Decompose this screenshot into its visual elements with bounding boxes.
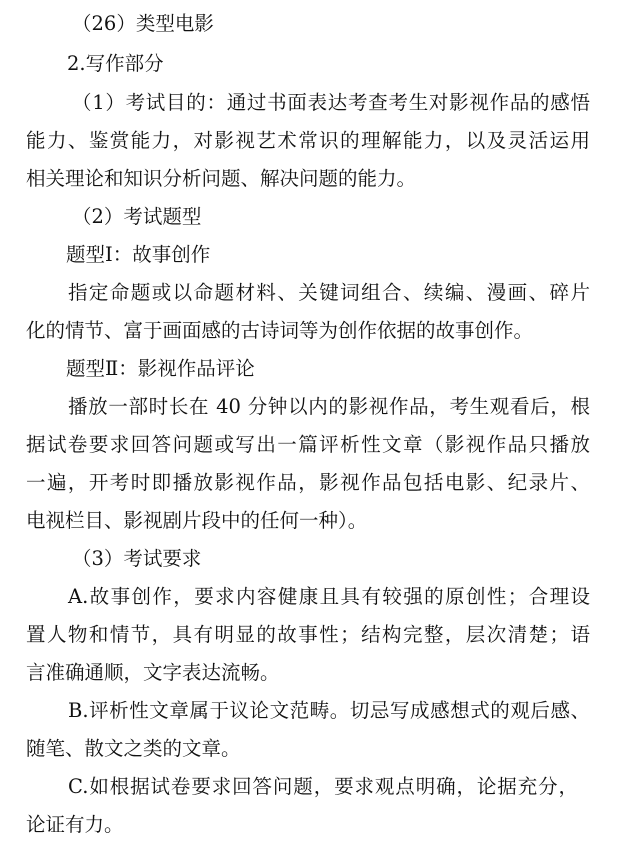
subheading-film-review: 题型Ⅱ：影视作品评论 [66,357,255,380]
section-heading-writing: 2.写作部分 [67,52,164,75]
paragraph-line: 指定命题或以命题材料、关键词组合、续编、漫画、碎片 [68,281,590,304]
paragraph-line: （1）考试目的：通过书面表达考查考生对影视作品的感悟 [72,91,590,114]
subheading-exam-types: （2）考试题型 [72,205,202,228]
subheading-exam-requirements: （3）考试要求 [72,547,202,570]
paragraph-line: 论证有力。 [26,813,124,836]
paragraph-line: C.如根据试卷要求回答问题，要求观点明确，论据充分， [68,775,578,798]
paragraph-line: 随笔、散文之类的文章。 [26,737,241,760]
paragraph-line: 播放一部时长在 40 分钟以内的影视作品，考生观看后，根 [68,395,590,418]
paragraph-line: B.评析性文章属于议论文范畴。切忌写成感想式的观后感、 [68,699,590,722]
paragraph-line: 化的情节、富于画面感的古诗词等为创作依据的故事创作。 [26,319,534,342]
section-heading-type-films: （26）类型电影 [72,12,214,35]
paragraph-line: 言准确通顺，文字表达流畅。 [26,661,280,684]
paragraph-line: A.故事创作，要求内容健康且具有较强的原创性；合理设 [68,585,590,608]
subheading-story-creation: 题型Ⅰ：故事创作 [66,243,211,266]
paragraph-line: 相关理论和知识分析问题、解决问题的能力。 [26,167,417,190]
paragraph-line: 置人物和情节，具有明显的故事性；结构完整，层次清楚；语 [26,623,590,646]
paragraph-line: 能力、鉴赏能力，对影视艺术常识的理解能力，以及灵活运用 [26,129,590,152]
paragraph-line: 一遍，开考时即播放影视作品，影视作品包括电影、纪录片、 [26,471,590,494]
paragraph-line: 电视栏目、影视剧片段中的任何一种）。 [26,509,368,532]
paragraph-line: 据试卷要求回答问题或写出一篇评析性文章（影视作品只播放 [26,433,590,456]
